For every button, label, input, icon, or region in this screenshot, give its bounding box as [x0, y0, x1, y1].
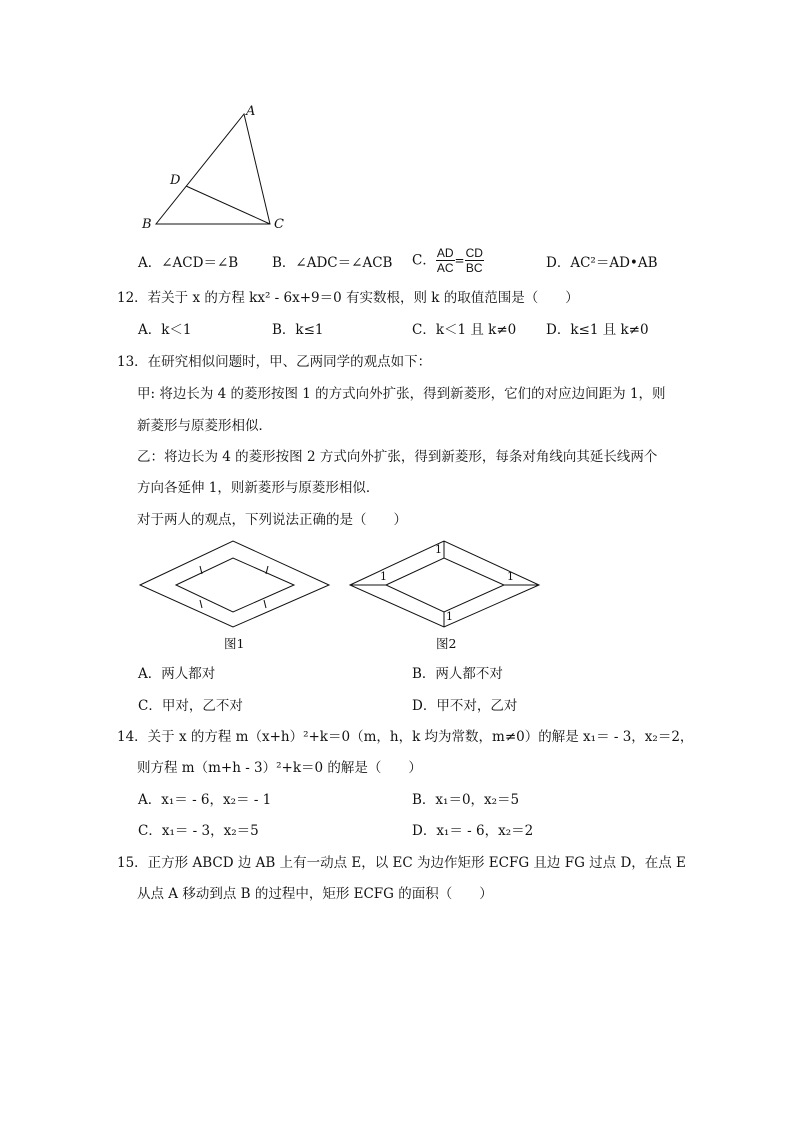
q12-option-c[interactable]: C．k＜1 且 k≠0: [412, 322, 517, 338]
q13-question: 对于两人的观点，下列说法正确的是（ ）: [137, 512, 407, 528]
extension-label-bottom: 1: [446, 610, 453, 623]
triangle-abc: [156, 114, 270, 224]
figure-2: [346, 538, 546, 656]
q11-option-c-prefix: C．: [412, 252, 436, 269]
q12-option-d[interactable]: D．k≤1 且 k≠0: [546, 322, 649, 338]
extension-label-top: 1: [435, 543, 442, 556]
q14-option-a[interactable]: A．x₁＝ - 6，x₂＝ - 1: [138, 792, 272, 808]
q13-jia-line2: 新菱形与原菱形相似．: [137, 418, 272, 434]
inner-rhombus: [386, 558, 504, 612]
fraction-ad-ac: [436, 246, 455, 275]
q13-option-d[interactable]: D．甲不对，乙对: [412, 698, 518, 714]
distance-mark: [200, 600, 202, 608]
vertex-label-c: C: [274, 217, 284, 232]
fraction-denominator: BC: [465, 261, 483, 275]
extension-label-left: 1: [380, 570, 387, 583]
q14-option-c[interactable]: C．x₁＝ - 3，x₂＝5: [138, 823, 259, 839]
fraction-numerator: CD: [465, 246, 483, 260]
q13-option-a[interactable]: A．两人都对: [138, 666, 216, 682]
q13-yi-line2: 方向各延伸 1，则新菱形与原菱形相似．: [137, 480, 380, 496]
q15-stem-line2: 从点 A 移动到点 B 的过程中，矩形 ECFG 的面积（ ）: [137, 886, 493, 902]
inner-rhombus: [176, 558, 294, 612]
q13-option-c[interactable]: C．甲对，乙不对: [138, 698, 243, 714]
q14-stem-line2: 则方程 m（m+h - 3）²+k＝0 的解是（ ）: [137, 760, 422, 776]
figure-1: [136, 538, 336, 656]
vertex-label-b: B: [142, 217, 152, 232]
q11-option-a[interactable]: A．∠ACD＝∠B: [138, 255, 239, 271]
vertex-label-a: A: [246, 104, 256, 119]
q13-jia-line1: 甲: 将边长为 4 的菱形按图 1 的方式向外扩张，得到新菱形，它们的对应边间距为 1，则: [137, 386, 666, 402]
q11-option-c[interactable]: [412, 246, 484, 275]
q13-stem: 13．在研究相似问题时，甲、乙两同学的观点如下：: [117, 354, 432, 370]
q13-option-b[interactable]: B．两人都不对: [412, 666, 503, 682]
q14-option-d[interactable]: D．x₁＝ - 6，x₂＝2: [412, 823, 534, 839]
q14-stem-line1: 14．关于 x 的方程 m（x+h）²+k＝0（m，h，k 均为常数，m≠0）的解是 x₁＝ - 3，x₂＝2，: [117, 729, 694, 745]
q11-option-b[interactable]: B．∠ADC＝∠ACB: [272, 255, 393, 271]
outer-rhombus: [140, 541, 329, 627]
equals-sign: =: [454, 253, 465, 268]
figure-1-caption: 图1: [224, 636, 245, 651]
q12-option-b[interactable]: B．k≤1: [272, 322, 324, 338]
fraction-cd-bc: [465, 246, 484, 275]
q12-stem: 12．若关于 x 的方程 kx² - 6x+9＝0 有实数根，则 k 的取值范围是（ ）: [117, 290, 579, 306]
q14-option-b[interactable]: B．x₁＝0，x₂＝5: [412, 792, 520, 808]
fraction-numerator: AD: [436, 246, 454, 260]
segment-dc: [186, 186, 270, 224]
vertex-label-d: D: [170, 173, 181, 188]
q11-option-d[interactable]: D．AC²＝AD•AB: [546, 255, 658, 271]
fraction-denominator: AC: [436, 261, 454, 275]
q12-option-a[interactable]: A．k＜1: [138, 322, 192, 338]
q13-yi-line1: 乙：将边长为 4 的菱形按图 2 方式向外扩张，得到新菱形，每条对角线向其延长线两个: [137, 449, 658, 465]
extension-label-right: 1: [507, 570, 514, 583]
q15-stem-line1: 15．正方形 ABCD 边 AB 上有一动点 E，以 EC 为边作矩形 ECFG 且边 FG 过点 D，在点 E: [117, 855, 686, 871]
figure-2-caption: 图2: [436, 636, 457, 651]
rhombus-diagram-1: [136, 538, 336, 628]
distance-mark: [264, 600, 266, 608]
triangle-figure: [130, 100, 300, 240]
